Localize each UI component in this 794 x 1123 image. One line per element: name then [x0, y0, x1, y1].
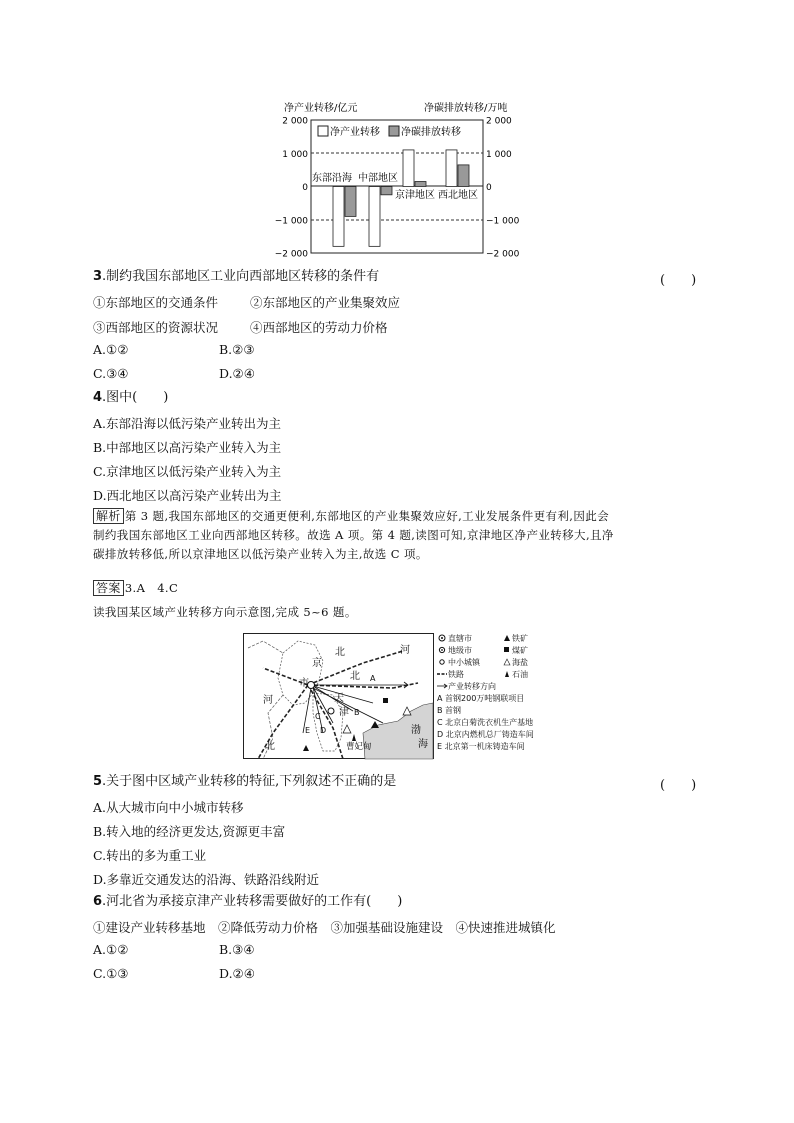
question-6-number: 6	[93, 894, 103, 909]
svg-text:煤矿: 煤矿	[512, 646, 528, 655]
category-label-jingjin: 京津地区	[395, 190, 435, 201]
legend-swatch-industry	[318, 126, 328, 136]
question-4-text: .图中( )	[102, 390, 169, 405]
map-intro: 读我国某区域产业转移方向示意图,完成 5~6 题。	[93, 605, 357, 619]
svg-text:D 北京内燃机总厂铸造车间: D 北京内燃机总厂铸造车间	[437, 730, 534, 739]
y-tick-left-1: 1 000	[282, 149, 308, 160]
bar-industry-3	[446, 150, 457, 187]
map-label-8: 北	[265, 741, 275, 752]
svg-text:海盐: 海盐	[512, 658, 528, 667]
svg-text:石油: 石油	[512, 670, 528, 679]
map-label-5: 天	[334, 693, 344, 704]
question-4-option-d[interactable]: D.西北地区以高污染产业转出为主	[93, 488, 282, 503]
question-4-stem	[93, 390, 168, 406]
analysis-tag: 解析	[93, 508, 124, 524]
y-tick-left-3: −1 000	[274, 216, 308, 227]
svg-text:铁路: 铁路	[448, 670, 464, 679]
question-5-answer-blank: ( )	[660, 778, 697, 793]
question-5-stem	[93, 774, 396, 790]
left-axis-label: 净产业转移/亿元	[284, 103, 358, 114]
svg-text:铁矿: 铁矿	[512, 634, 528, 643]
bar-carbon-3	[458, 165, 469, 187]
answer-text: 3.A 4.C	[124, 581, 179, 595]
map-label-2: 北	[350, 671, 360, 682]
bar-industry-2	[403, 150, 414, 187]
question-5-number: 5	[93, 774, 103, 789]
question-5-option-a[interactable]: A.从大城市向中小城市转移	[93, 800, 244, 815]
svg-text:E 北京第一机床铸造车间: E 北京第一机床铸造车间	[437, 742, 525, 751]
tianjin-marker	[328, 708, 334, 714]
question-3-option-a[interactable]: A.①②	[93, 342, 129, 357]
map-label-16: E	[305, 726, 311, 735]
question-3-item-3: ③西部地区的资源状况	[93, 320, 219, 335]
question-5-option-c[interactable]: C.转出的多为重工业	[93, 848, 207, 863]
y-tick-left-2: 0	[302, 183, 308, 193]
svg-text:地级市: 地级市	[448, 646, 472, 655]
map-label-3: 京	[312, 658, 322, 669]
question-5-option-b[interactable]: B.转入地的经济更发达,资源更丰富	[93, 824, 286, 839]
question-6-items: ①建设产业转移基地 ②降低劳动力价格 ③加强基础设施建设 ④快速推进城镇化	[93, 920, 556, 935]
answer-tag: 答案	[93, 580, 124, 596]
question-3-option-b[interactable]: B.②③	[219, 342, 255, 357]
map-legend	[437, 633, 534, 751]
category-label-northwest: 西北地区	[438, 190, 478, 201]
question-4-option-b[interactable]: B.中部地区以高污染产业转入为主	[93, 440, 282, 455]
question-3-item-1: ①东部地区的交通条件	[93, 295, 219, 310]
question-5-option-d[interactable]: D.多靠近交通发达的沿海、铁路沿线附近	[93, 872, 320, 887]
analysis-line-3: 碳排放转移低,所以京津地区以低污染产业转入为主,故选 C 项。	[93, 547, 428, 561]
bar-carbon-2	[415, 182, 426, 187]
right-axis-label: 净碳排放转移/万吨	[424, 103, 508, 114]
question-6-stem	[93, 894, 402, 910]
question-6-option-d[interactable]: D.②④	[219, 966, 255, 981]
y-tick-right-1: 1 000	[486, 149, 512, 160]
y-tick-right-2: 0	[486, 183, 492, 193]
analysis-line-1: 第 3 题,我国东部地区的交通更便利,东部地区的产业集聚效应好,工业发展条件更有利,因此会	[124, 509, 610, 523]
question-3-option-c[interactable]: C.③④	[93, 366, 129, 381]
industry-transfer-map	[243, 633, 563, 761]
question-3-item-4: ④西部地区的劳动力价格	[250, 320, 388, 335]
map-label-4: 市	[299, 678, 309, 689]
legend-label-carbon: 净碳排放转移	[401, 127, 461, 138]
svg-text:产业转移方向: 产业转移方向	[448, 682, 496, 691]
question-3-text: .制约我国东部地区工业向西部地区转移的条件有	[102, 269, 380, 284]
map-label-15: D	[320, 726, 327, 735]
legend-swatch-carbon	[389, 126, 399, 136]
svg-text:直辖市: 直辖市	[448, 634, 472, 643]
bar-carbon-1	[381, 187, 392, 195]
y-tick-right-3: −1 000	[486, 216, 520, 227]
map-label-7: 河	[263, 695, 273, 706]
category-label-east: 东部沿海	[312, 173, 352, 184]
map-label-14: C	[315, 712, 321, 721]
question-5-text: .关于图中区域产业转移的特征,下列叙述不正确的是	[102, 774, 397, 789]
bar-industry-1	[369, 187, 380, 247]
question-3-item-2: ②东部地区的产业集聚效应	[250, 295, 401, 310]
map-label-1: 北	[335, 647, 345, 658]
chart-legend	[318, 125, 461, 138]
svg-text:中小城镇: 中小城镇	[448, 658, 480, 667]
map-label-9: 曹妃甸	[346, 742, 372, 752]
y-tick-left-0: 2 000	[282, 116, 308, 127]
question-6-text: .河北省为承接京津产业转移需要做好的工作有( )	[102, 894, 403, 909]
map-label-12: A	[370, 674, 376, 683]
map-label-10: 渤	[411, 725, 421, 736]
question-6-option-b[interactable]: B.③④	[219, 942, 255, 957]
legend-label-industry: 净产业转移	[330, 127, 380, 138]
svg-text:B 首钢: B 首钢	[437, 706, 462, 715]
analysis-block	[93, 507, 703, 564]
bar-carbon-0	[345, 187, 356, 217]
analysis-line-2: 制约我国东部地区工业向西部地区转移。故选 A 项。第 4 题,读图可知,京津地区净产业转移大,且净	[93, 528, 614, 542]
bar-industry-0	[333, 187, 344, 247]
question-3-answer-blank: ( )	[660, 273, 697, 288]
question-4-option-c[interactable]: C.京津地区以低污染产业转入为主	[93, 464, 282, 479]
y-tick-right-0: 2 000	[486, 116, 512, 127]
question-3-number: 3	[93, 269, 103, 284]
map-label-11: 海	[418, 739, 428, 750]
map-label-0: 河	[400, 645, 410, 656]
question-6-option-a[interactable]: A.①②	[93, 942, 129, 957]
y-tick-left-4: −2 000	[274, 249, 308, 260]
map-label-13: B	[354, 708, 360, 717]
question-3-stem	[93, 269, 379, 285]
y-tick-right-4: −2 000	[486, 249, 520, 260]
svg-text:A 首钢200万吨钢联项目: A 首钢200万吨钢联项目	[437, 694, 525, 703]
category-label-central: 中部地区	[358, 173, 398, 184]
coal-mine-marker	[383, 698, 388, 703]
svg-text:C 北京白菊洗衣机生产基地: C 北京白菊洗衣机生产基地	[437, 718, 534, 727]
map-label-6: 津	[339, 707, 349, 718]
question-6-option-c[interactable]: C.①③	[93, 966, 129, 981]
question-4-number: 4	[93, 390, 103, 405]
question-3-option-d[interactable]: D.②④	[219, 366, 255, 381]
question-4-option-a[interactable]: A.东部沿海以低污染产业转出为主	[93, 416, 282, 431]
answer-block	[93, 579, 178, 598]
transfer-bar-chart	[270, 95, 530, 265]
